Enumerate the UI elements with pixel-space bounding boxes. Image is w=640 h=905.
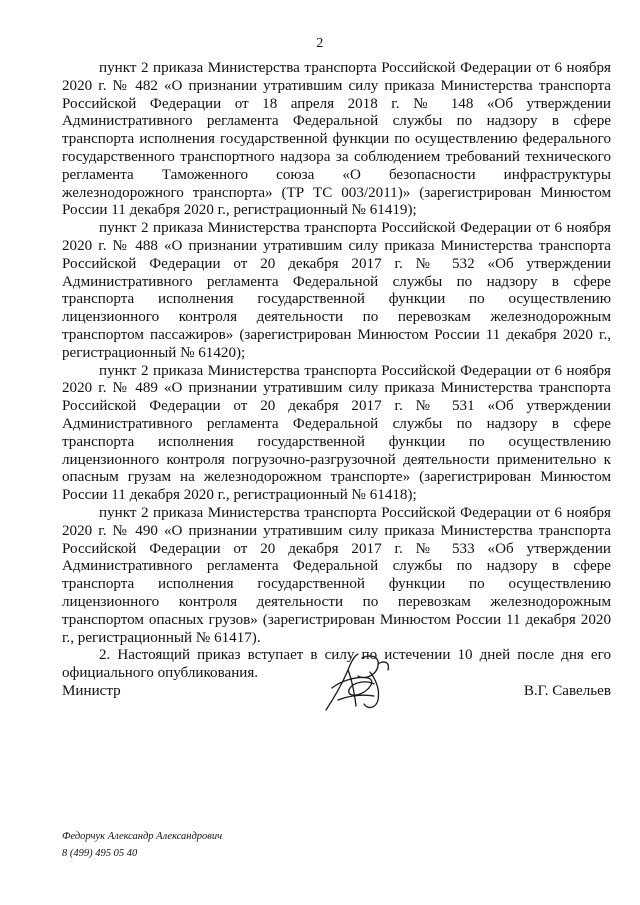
paragraph-item-489: пункт 2 приказа Министерства транспорта Российской Федерации от 6 ноября 2020 г. № 489 «О признании утратившим силу приказа Министерства транспорта Российской Федерации от 20 декабря 2017 г. № 531 «Об утверждении Административного регламента Федеральной службы по надзору в сфере транспорта исполнения государственной функции по осуществлению лицензионного контроля погрузочно-разгрузочной деятельности применительно к опасным грузам на железнодорожном транспорте» (зарегистрирован Минюстом России 11 декабря 2020 г., регистрационный № 61418); (62, 362, 611, 504)
paragraph-item-490: пункт 2 приказа Министерства транспорта Российской Федерации от 6 ноября 2020 г. № 490 «О признании утратившим силу приказа Министерства транспорта Российской Федерации от 20 декабря 2017 г. № 533 «Об утверждении Административного регламента Федеральной службы по надзору в сфере транспорта исполнения государственной функции по осуществлению лицензионного контроля деятельности по перевозкам железнодорожным транспортом опасных грузов» (зарегистрирован Минюстом России 11 декабря 2020 г., регистрационный № 61417). (62, 504, 611, 646)
paragraph-item-488: пункт 2 приказа Министерства транспорта Российской Федерации от 6 ноября 2020 г. № 488 «О признании утратившим силу приказа Министерства транспорта Российской Федерации от 20 декабря 2017 г. № 532 «Об утверждении Административного регламента Федеральной службы по надзору в сфере транспорта исполнения государственной функции по осуществлению лицензионного контроля деятельности по перевозкам железнодорожным транспортом пассажиров» (зарегистрирован Минюстом России 11 декабря 2020 г., регистрационный № 61420); (62, 220, 611, 361)
signatory-title: Министр (62, 683, 121, 699)
paragraph-item-482: пункт 2 приказа Министерства транспорта Российской Федерации от 6 ноября 2020 г. № 482 «О признании утратившим силу приказа Министерства транспорта Российской Федерации от 18 апреля 2018 г. № 148 «Об утверждении Административного регламента Федеральной службы по надзору в сфере транспорта исполнения государственной функции по осуществлению федерального государственного транспортного надзора за соблюдением требований технического регламента Таможенного союза «О безопасности инфраструктуры железнодорожного транспорта» (ТР ТС 003/2011)» (зарегистрирован Минюстом России 11 декабря 2020 г., регистрационный № 61419); (62, 60, 611, 219)
executor-name: Федорчук Александр Александрович (62, 831, 223, 842)
executor-info (62, 828, 222, 862)
document-body (62, 60, 611, 683)
paragraph-effective-date: 2. Настоящий приказ вступает в силу по истечении 10 дней после дня его официального опубликования. (62, 647, 611, 682)
signature-block (62, 683, 611, 707)
signatory-name: В.Г. Савельев (523, 683, 611, 699)
page-number: 2 (316, 36, 324, 51)
executor-phone: 8 (499) 495 05 40 (62, 848, 138, 859)
